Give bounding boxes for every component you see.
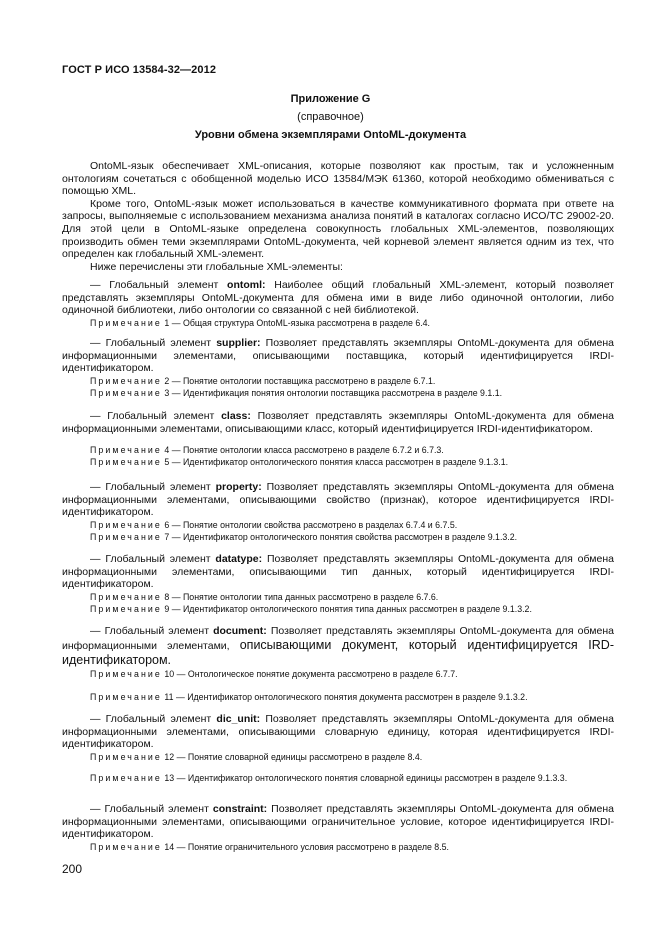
note-dash: — bbox=[171, 445, 181, 456]
entry-lead: — Глобальный элемент bbox=[90, 279, 228, 291]
note bbox=[62, 591, 614, 603]
note bbox=[62, 841, 614, 853]
note-dash: — bbox=[171, 457, 181, 468]
note-text: Понятие словарной единицы рассмотрено в разделе 8.4. bbox=[187, 751, 423, 762]
note-label: Примечание bbox=[90, 772, 162, 783]
entry-text bbox=[62, 803, 614, 841]
element-name: property: bbox=[215, 481, 262, 493]
note-number: 3 bbox=[164, 387, 170, 398]
note-dash: — bbox=[176, 772, 186, 783]
note-label: Примечание bbox=[90, 591, 162, 602]
note bbox=[62, 751, 614, 763]
note-number: 2 bbox=[164, 375, 170, 386]
note-dash: — bbox=[171, 387, 181, 398]
note-text: Понятие онтологии типа данных рассмотрено в разделе 6.7.6. bbox=[182, 591, 439, 602]
appendix-heading: Уровни обмена экземплярами OntoML-документа bbox=[194, 129, 467, 141]
note bbox=[62, 387, 614, 399]
entry-dic-unit bbox=[62, 713, 614, 784]
note-number: 4 bbox=[164, 445, 170, 456]
note-dash: — bbox=[171, 591, 181, 602]
note-text: Идентификатор онтологического понятия свойства рассмотрен в разделе 9.1.3.2. bbox=[182, 531, 518, 542]
note-number: 12 bbox=[164, 751, 175, 762]
document-code: ГОСТ Р ИСО 13584-32—2012 bbox=[62, 64, 217, 76]
entry-description: Позволяет представлять экземпляры OntoML-документа для обмена информационными элементами, описывающими поставщика, который идентифицируется IRDI-идентификатором. bbox=[62, 337, 614, 375]
note-number: 11 bbox=[164, 691, 174, 702]
note-number: 8 bbox=[164, 591, 170, 602]
note-number: 5 bbox=[164, 457, 170, 468]
note-label: Примечание bbox=[90, 519, 162, 530]
note-label: Примечание bbox=[90, 375, 162, 386]
note-number: 6 bbox=[164, 519, 170, 530]
entry-text bbox=[62, 713, 614, 751]
note bbox=[62, 456, 614, 468]
entry-lead: — Глобальный элемент bbox=[90, 625, 214, 637]
note-label: Примечание bbox=[90, 751, 162, 762]
note-number: 9 bbox=[164, 603, 170, 614]
entry-text bbox=[62, 410, 614, 435]
note-number: 13 bbox=[164, 772, 175, 783]
note-label: Примечание bbox=[90, 387, 162, 398]
note-number: 1 bbox=[164, 317, 170, 328]
note-text: Понятие ограничительного условия рассмотрено в разделе 8.5. bbox=[187, 841, 449, 852]
note-text: Идентификация понятия онтологии поставщика рассмотрена в разделе 9.1.1. bbox=[182, 387, 503, 398]
note-dash: — bbox=[176, 841, 186, 852]
note-dash: — bbox=[171, 375, 181, 386]
entry-description: Позволяет представлять экземпляры OntoML-документа для обмена информационными элементами, описывающими свойство (признак), которое идентифицируется IRDI- идентификатором. bbox=[62, 481, 614, 519]
note bbox=[62, 317, 614, 329]
entry-lead: — Глобальный элемент bbox=[90, 553, 216, 565]
intro-paragraph-2: Кроме того, OntoML-язык может использоваться в качестве коммуникативного формата при ответе на запросы, выполняемые с использованием механизма анализа понятий в каталогах согласно ИСО/ТС 29002-20. Для этой цели в OntoML-языке определена совокупность глобальных XML-элементов, позволяющих производить обмен теми экземплярами OntoML-документа, чей корневой элемент является одним из тех, что определен как глобальный XML-элемент. bbox=[62, 197, 614, 261]
note-text: Онтологическое понятие документа рассмотрено в разделе 6.7.7. bbox=[187, 668, 458, 679]
note bbox=[62, 519, 614, 531]
note-text: Понятие онтологии свойства рассмотрено в разделах 6.7.4 и 6.7.5. bbox=[182, 519, 458, 530]
note bbox=[62, 668, 614, 680]
element-name: dic_unit: bbox=[216, 713, 261, 725]
note-label: Примечание bbox=[90, 841, 162, 852]
entry-description: Позволяет представлять экземпляры OntoML-документа для обмена информационными элементами, описывающими тип данных, который идентифицируется IRDI-идентификатором. bbox=[62, 553, 614, 591]
intro-paragraph-1: OntoML-язык обеспечивает XML-описания, которые позволяют как простым, так и усложненным онтологиям сочетаться с обобщенной моделью ИСО 13584/МЭК 61360, которой необходимо обмениваться с помощью XML. bbox=[62, 160, 614, 198]
entry-document bbox=[62, 625, 614, 703]
entry-lead: — Глобальный элемент bbox=[90, 410, 222, 422]
note-text: Идентификатор онтологического понятия типа данных рассмотрен в разделе 9.1.3.2. bbox=[182, 603, 532, 614]
entry-lead: — Глобальный элемент bbox=[90, 337, 217, 349]
element-name: datatype: bbox=[215, 553, 263, 565]
entry-text bbox=[62, 279, 614, 317]
note-text: Понятие онтологии поставщика рассмотрено в разделе 6.7.1. bbox=[182, 375, 436, 386]
entry-lead: — Глобальный элемент bbox=[90, 803, 213, 815]
note-text: Идентификатор онтологического понятия документа рассмотрен в разделе 9.1.3.2. bbox=[187, 691, 528, 702]
note-dash: — bbox=[176, 668, 186, 679]
entry-constraint bbox=[62, 803, 614, 853]
note-label: Примечание bbox=[90, 317, 162, 328]
entry-text bbox=[62, 553, 614, 591]
note bbox=[62, 691, 614, 703]
note bbox=[62, 603, 614, 615]
note-text: Идентификатор онтологического понятия класса рассмотрен в разделе 9.1.3.1. bbox=[182, 457, 509, 468]
element-name: supplier: bbox=[216, 337, 261, 349]
entry-datatype bbox=[62, 553, 614, 615]
entry-description: Наиболее общий глобальный XML-элемент, который позволяет представлять экземпляры OntoML-документа для обмена ими в виде либо одиночной онтологии, либо одиночной библиотеки, либо онтологии со связанной с ней библиотекой. bbox=[62, 279, 614, 317]
entry-description: Позволяет представлять экземпляры OntoML-документа для обмена информационными элементами, описывающими словарную единицу, которая идентифицируется IRDI- идентификатором. bbox=[62, 713, 614, 751]
entry-text bbox=[62, 625, 614, 668]
element-name: constraint: bbox=[212, 803, 268, 815]
entry-class bbox=[62, 410, 614, 468]
note-dash: — bbox=[171, 519, 181, 530]
entry-description: Позволяет представлять экземпляры OntoML-документа для обмена информационными элементами, описывающими ограничительное условие, которое идентифицируется IRDI- идентификатором. bbox=[62, 803, 614, 841]
entry-description: Позволяет представлять экземпляры OntoML-документа для обмена информационными элементами, bbox=[62, 625, 614, 652]
entry-ontoml bbox=[62, 279, 614, 329]
note-label: Примечание bbox=[90, 445, 162, 456]
appendix-subtitle: (справочное) bbox=[297, 111, 364, 123]
note-text: Идентификатор онтологического понятия словарной единицы рассмотрен в разделе 9.1.3.3. bbox=[187, 772, 568, 783]
intro-paragraph-3: Ниже перечислены эти глобальные XML-элементы: bbox=[90, 260, 343, 273]
entry-text bbox=[62, 337, 614, 375]
note-number: 14 bbox=[164, 841, 175, 852]
entry-lead: — Глобальный элемент bbox=[90, 713, 217, 725]
note bbox=[62, 375, 614, 387]
note-text: Понятие онтологии класса рассмотрено в разделе 6.7.2 и 6.7.3. bbox=[182, 445, 444, 456]
note-number: 10 bbox=[164, 668, 175, 679]
note-label: Примечание bbox=[90, 457, 162, 468]
note-dash: — bbox=[171, 603, 181, 614]
entry-lead: — Глобальный элемент bbox=[90, 481, 216, 493]
note-text: Общая структура OntoML-языка рассмотрена в разделе 6.4. bbox=[182, 317, 431, 328]
note-label: Примечание bbox=[90, 603, 162, 614]
note-label: Примечание bbox=[90, 668, 162, 679]
intro-section bbox=[62, 160, 614, 273]
note-dash: — bbox=[171, 317, 181, 328]
appendix-title: Приложение G bbox=[290, 93, 371, 105]
entry-description-large: описывающими документ, который идентифицируется IRD-идентификатором. bbox=[62, 637, 614, 667]
note-dash: — bbox=[175, 691, 185, 702]
entry-description: Позволяет представлять экземпляры OntoML-документа для обмена информационными элементами, описывающими класс, который идентифицируется IRDI-идентификатором. bbox=[62, 410, 614, 435]
entry-text bbox=[62, 481, 614, 519]
note-dash: — bbox=[176, 751, 186, 762]
note-label: Примечание bbox=[90, 531, 162, 542]
note-number: 7 bbox=[164, 531, 170, 542]
entry-property bbox=[62, 481, 614, 543]
note-label: Примечание bbox=[90, 691, 162, 702]
note bbox=[62, 772, 614, 784]
element-name: class: bbox=[221, 410, 251, 422]
note bbox=[62, 444, 614, 456]
note-dash: — bbox=[171, 531, 181, 542]
page-number: 200 bbox=[62, 862, 83, 876]
element-name: ontoml: bbox=[227, 279, 266, 291]
entry-supplier bbox=[62, 337, 614, 399]
note bbox=[62, 531, 614, 543]
element-name: document: bbox=[213, 625, 267, 637]
